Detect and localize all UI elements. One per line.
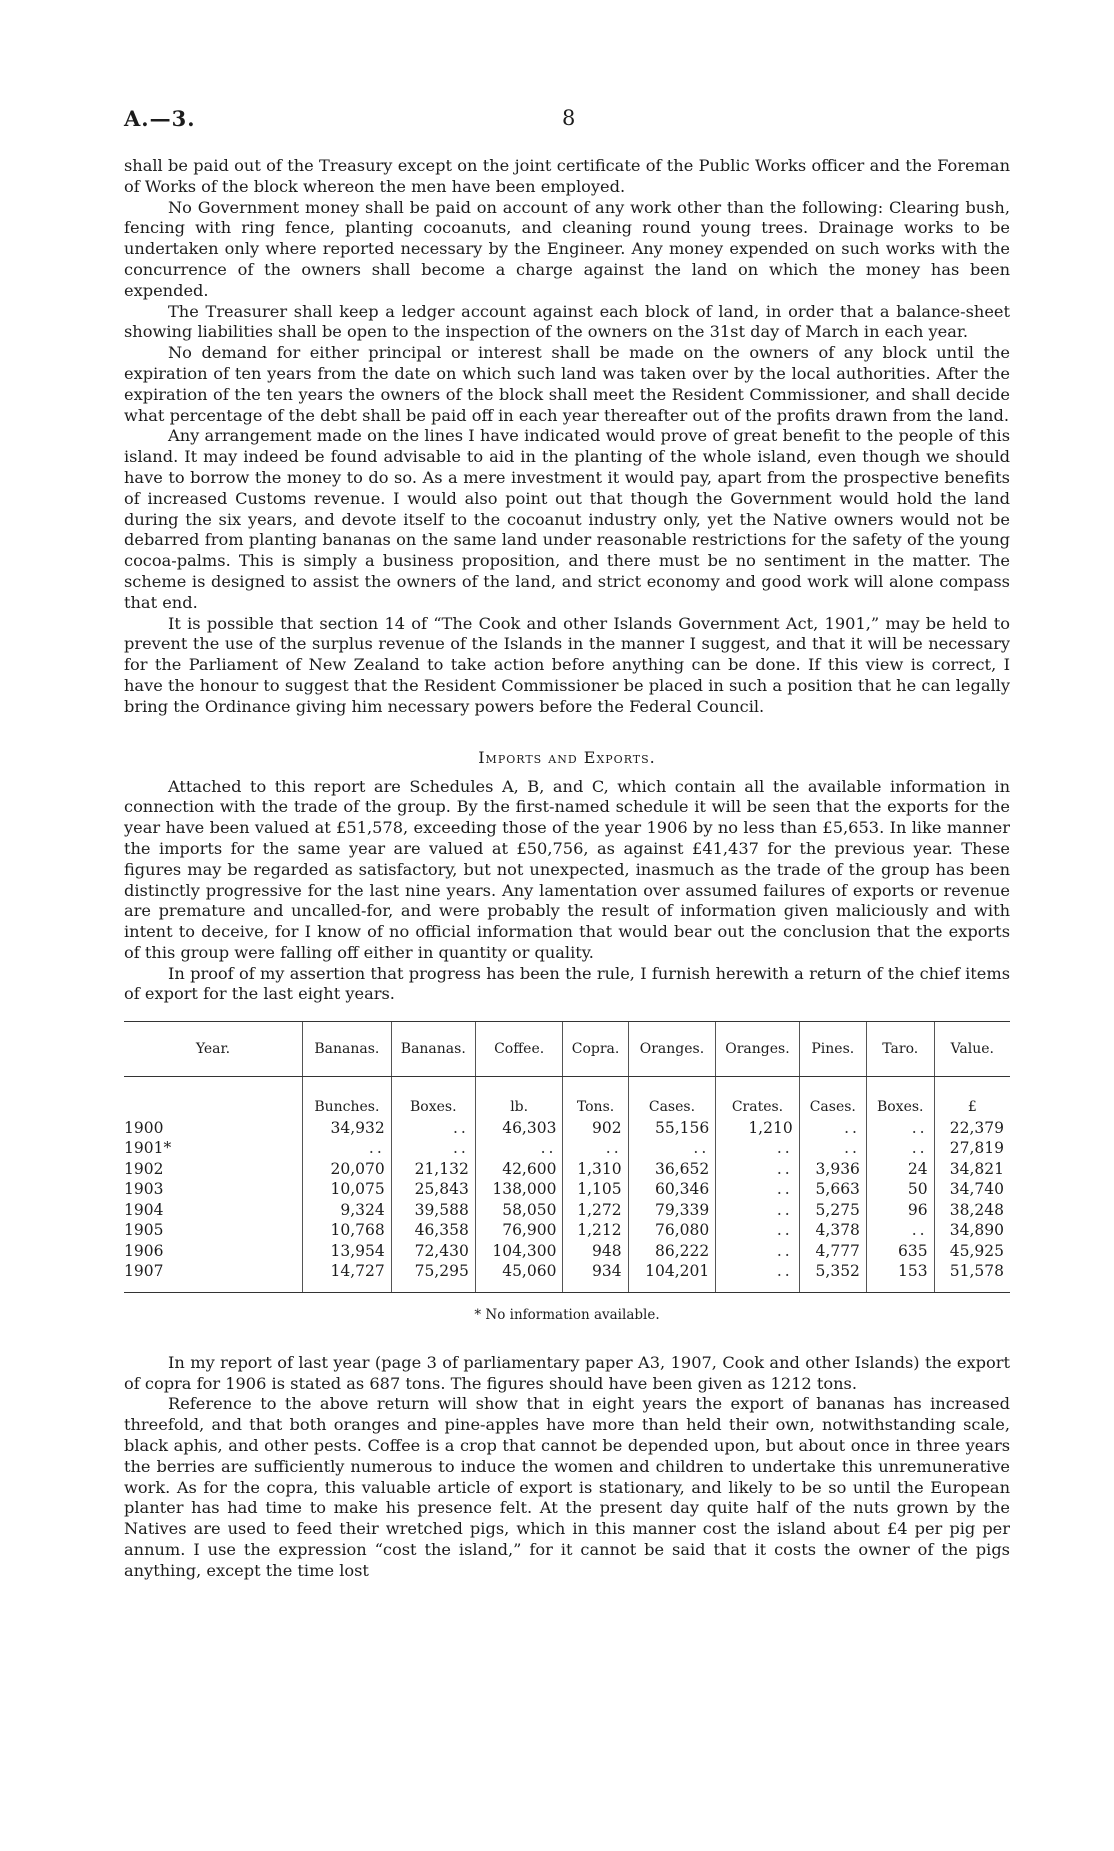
- value-cell: 104,300: [475, 1241, 563, 1262]
- value-cell: 86,222: [628, 1241, 716, 1262]
- value-cell: 1,105: [563, 1179, 628, 1200]
- paragraph: Reference to the above return will show that in eight years the export of bananas has increased threefold, and that both oranges and pine-apples have more than held their own, notwithstanding scale, black aphis, and other pests. Coffee is a crop that cannot be depended upon, but about once in three years the berries are sufficiently numerous to induce the women and children to undertake this unremunerative work. As for the copra, this valuable article of export is stationary, and likely to be so until the European planter has had time to make his presence felt. At the present day quite half of the nuts grown by the Natives are used to feed their wretched pigs, which in this manner cost the island about £4 per pig per annum. I use the expression “cost the island,” for it cannot be said that it costs the owner of the pigs anything, except the time lost: [124, 1394, 1010, 1580]
- value-cell: 10,768: [303, 1220, 392, 1241]
- value-cell: 34,740: [934, 1179, 1010, 1200]
- table-row: [124, 1241, 1010, 1262]
- value-cell: 1,210: [716, 1118, 799, 1139]
- value-cell: 39,588: [391, 1200, 475, 1221]
- unit-cell: Boxes.: [866, 1077, 934, 1118]
- column-header: Value.: [934, 1022, 1010, 1077]
- table-row: [124, 1159, 1010, 1180]
- column-header: Bananas.: [391, 1022, 475, 1077]
- value-cell: 138,000: [475, 1179, 563, 1200]
- paragraph: Any arrangement made on the lines I have indicated would prove of great benefit to the people of this island. It may indeed be found advisable to aid in the planting of the whole island, even though we should have to borrow the money to do so. As a mere investment it would pay, apart from the prospective benefits of increased Customs revenue. I would also point out that though the Government would hold the land during the six years, and devote itself to the cocoanut industry only, yet the Native owners would not be debarred from planting bananas on the same land under reasonable restrictions for the safety of the young cocoa-palms. This is simply a business proposition, and there must be no sentiment in the matter. The scheme is designed to assist the owners of the land, and strict economy and good work will alone compass that end.: [124, 426, 1010, 612]
- value-cell: 96: [866, 1200, 934, 1221]
- paragraph: No Government money shall be paid on account of any work other than the following: Clearing bush, fencing with ring fence, planting cocoanuts, and cleaning round young trees. Drainage works to be undertaken only where reported necessary by the Engineer. Any money expended on such works with the concurrence of the owners shall become a charge against the land on which the money has been expended.: [124, 197, 1010, 300]
- table-footnote: * No information available.: [474, 1306, 660, 1323]
- unit-cell: [124, 1077, 303, 1118]
- value-cell: 25,843: [391, 1179, 475, 1200]
- value-cell: 38,248: [934, 1200, 1010, 1221]
- value-cell: ..: [716, 1138, 799, 1159]
- column-header: Bananas.: [303, 1022, 392, 1077]
- value-cell: 72,430: [391, 1241, 475, 1262]
- column-header: Copra.: [563, 1022, 628, 1077]
- value-cell: 5,352: [799, 1261, 866, 1292]
- unit-cell: Boxes.: [391, 1077, 475, 1118]
- year-cell: 1902: [124, 1159, 164, 1178]
- value-cell: 4,777: [799, 1241, 866, 1262]
- value-cell: ..: [391, 1138, 475, 1159]
- value-cell: 5,275: [799, 1200, 866, 1221]
- unit-cell: Bunches.: [303, 1077, 392, 1118]
- value-cell: 1,272: [563, 1200, 628, 1221]
- document-code: A.—3.: [124, 106, 196, 131]
- body-text: [124, 156, 1010, 1582]
- table-header-row: [124, 1022, 1010, 1077]
- column-header: Taro.: [866, 1022, 934, 1077]
- value-cell: ..: [716, 1261, 799, 1292]
- unit-cell: Cases.: [628, 1077, 716, 1118]
- page-header: [124, 106, 1010, 136]
- value-cell: ..: [716, 1179, 799, 1200]
- value-cell: ..: [716, 1241, 799, 1262]
- value-cell: ..: [716, 1200, 799, 1221]
- column-header: Oranges.: [628, 1022, 716, 1077]
- value-cell: 10,075: [303, 1179, 392, 1200]
- table-row: [124, 1261, 1010, 1292]
- table-row: [124, 1138, 1010, 1159]
- column-header: Coffee.: [475, 1022, 563, 1077]
- value-cell: ..: [628, 1138, 716, 1159]
- unit-cell: £: [934, 1077, 1010, 1118]
- value-cell: 948: [563, 1241, 628, 1262]
- value-cell: 76,900: [475, 1220, 563, 1241]
- value-cell: 24: [866, 1159, 934, 1180]
- value-cell: ..: [563, 1138, 628, 1159]
- value-cell: 45,060: [475, 1261, 563, 1292]
- value-cell: ..: [866, 1220, 934, 1241]
- value-cell: 34,821: [934, 1159, 1010, 1180]
- value-cell: ..: [391, 1118, 475, 1139]
- value-cell: 36,652: [628, 1159, 716, 1180]
- value-cell: ..: [716, 1159, 799, 1180]
- value-cell: 75,295: [391, 1261, 475, 1292]
- table-row: [124, 1179, 1010, 1200]
- value-cell: 153: [866, 1261, 934, 1292]
- value-cell: 20,070: [303, 1159, 392, 1180]
- value-cell: ..: [303, 1138, 392, 1159]
- value-cell: 34,890: [934, 1220, 1010, 1241]
- paragraph: In proof of my assertion that progress has been the rule, I furnish herewith a return of the chief items of export for the last eight years.: [124, 963, 1010, 1004]
- value-cell: 4,378: [799, 1220, 866, 1241]
- value-cell: 45,925: [934, 1241, 1010, 1262]
- value-cell: 22,379: [934, 1118, 1010, 1139]
- table-row: [124, 1200, 1010, 1221]
- paragraph: The Treasurer shall keep a ledger account against each block of land, in order that a balance-sheet showing liabilities shall be open to the inspection of the owners on the 31st day of March in each year.: [124, 301, 1010, 342]
- page-number: 8: [562, 106, 576, 130]
- value-cell: 934: [563, 1261, 628, 1292]
- year-cell: 1901*: [124, 1139, 172, 1158]
- year-cell: 1906: [124, 1241, 164, 1260]
- value-cell: 635: [866, 1241, 934, 1262]
- value-cell: 104,201: [628, 1261, 716, 1292]
- value-cell: 51,578: [934, 1261, 1010, 1292]
- exports-table: [124, 1021, 1010, 1293]
- value-cell: 42,600: [475, 1159, 563, 1180]
- value-cell: 79,339: [628, 1200, 716, 1221]
- year-cell: 1900: [124, 1118, 164, 1137]
- value-cell: ..: [799, 1118, 866, 1139]
- paragraph: shall be paid out of the Treasury except on the joint certificate of the Public Works officer and the Foreman of Works of the block whereon the men have been employed.: [124, 156, 1010, 196]
- value-cell: 13,954: [303, 1241, 392, 1262]
- paragraph: No demand for either principal or interest shall be made on the owners of any block until the expiration of ten years from the date on which such land was taken over by the local authorities. After the expiration of the ten years the owners of the block shall meet the Resident Commissioner, and shall decide what percentage of the debt shall be paid off in each year thereafter out of the profits drawn from the land.: [124, 343, 1010, 425]
- value-cell: 50: [866, 1179, 934, 1200]
- value-cell: 14,727: [303, 1261, 392, 1292]
- section-heading: Imports and Exports.: [478, 747, 656, 767]
- year-cell: 1904: [124, 1200, 164, 1219]
- value-cell: ..: [475, 1138, 563, 1159]
- column-header: Oranges.: [716, 1022, 799, 1077]
- value-cell: 46,358: [391, 1220, 475, 1241]
- paragraph: In my report of last year (page 3 of parliamentary paper A3, 1907, Cook and other Islands) the export of copra for 1906 is stated as 687 tons. The figures should have been given as 1212 tons.: [124, 1352, 1010, 1393]
- value-cell: 27,819: [934, 1138, 1010, 1159]
- unit-cell: Cases.: [799, 1077, 866, 1118]
- value-cell: 58,050: [475, 1200, 563, 1221]
- value-cell: 60,346: [628, 1179, 716, 1200]
- value-cell: 46,303: [475, 1118, 563, 1139]
- value-cell: 76,080: [628, 1220, 716, 1241]
- column-header: Pines.: [799, 1022, 866, 1077]
- value-cell: ..: [716, 1220, 799, 1241]
- value-cell: 34,932: [303, 1118, 392, 1139]
- value-cell: 55,156: [628, 1118, 716, 1139]
- year-cell: 1903: [124, 1180, 164, 1199]
- value-cell: 9,324: [303, 1200, 392, 1221]
- value-cell: 21,132: [391, 1159, 475, 1180]
- year-cell: 1905: [124, 1221, 164, 1240]
- year-cell: 1907: [124, 1261, 303, 1292]
- value-cell: 902: [563, 1118, 628, 1139]
- value-cell: 3,936: [799, 1159, 866, 1180]
- value-cell: ..: [799, 1138, 866, 1159]
- table-row: [124, 1118, 1010, 1139]
- value-cell: ..: [866, 1138, 934, 1159]
- value-cell: 1,212: [563, 1220, 628, 1241]
- value-cell: 5,663: [799, 1179, 866, 1200]
- value-cell: 1,310: [563, 1159, 628, 1180]
- paragraph: Attached to this report are Schedules A, B, and C, which contain all the available information in connection with the trade of the group. By the first-named schedule it will be seen that the exports for the year have been valued at £51,578, exceeding those of the year 1906 by no less than £5,653. In like manner the imports for the same year are valued at £50,756, as against £41,437 for the previous year. These figures may be regarded as satisfactory, but not unexpected, inasmuch as the trade of the group has been distinctly progressive for the last nine years. Any lamentation over assumed failures of exports or revenue are premature and uncalled-for, and were probably the result of information given maliciously and with intent to deceive, for I know of no official information that would bear out the conclusion that the exports of this group were falling off either in quantity or quality.: [124, 776, 1010, 962]
- unit-cell: lb.: [475, 1077, 563, 1118]
- paragraph: It is possible that section 14 of “The Cook and other Islands Government Act, 1901,” may be held to prevent the use of the surplus revenue of the Islands in the manner I suggest, and that it will be necessary for the Parliament of New Zealand to take action before anything can be done. If this view is correct, I have the honour to suggest that the Resident Commissioner be placed in such a position that he can legally bring the Ordinance giving him necessary powers before the Federal Council.: [124, 613, 1010, 716]
- unit-cell: Tons.: [563, 1077, 628, 1118]
- column-header: Year.: [124, 1022, 303, 1077]
- table-row: [124, 1220, 1010, 1241]
- unit-cell: Crates.: [716, 1077, 799, 1118]
- units-row: [124, 1077, 1010, 1118]
- value-cell: ..: [866, 1118, 934, 1139]
